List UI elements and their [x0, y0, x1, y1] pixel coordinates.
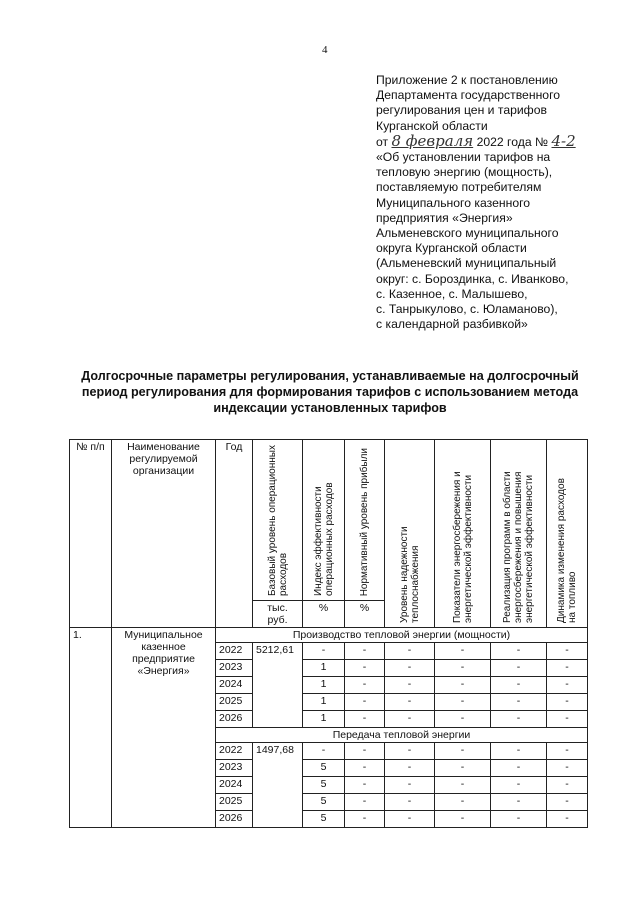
cell-energy: - [435, 794, 491, 811]
cell-profit: - [345, 643, 385, 660]
cell-profit: - [345, 711, 385, 728]
handwritten-date: 8 февраля [391, 131, 474, 150]
cell-fuel: - [547, 743, 588, 760]
appendix-line: предприятия «Энергия» [376, 210, 513, 225]
cell-energy: - [435, 694, 491, 711]
header-year: Год [216, 440, 253, 628]
cell-energy: - [435, 743, 491, 760]
cell-profit: - [345, 794, 385, 811]
header-base-level-text: Базовый уровень операционных расходов [266, 445, 289, 596]
header-efficiency-index-text: Индекс эффективности операционных расходов [312, 482, 335, 596]
header-reliability [385, 440, 435, 628]
cell-reliability: - [385, 777, 435, 794]
cell-profit: - [345, 660, 385, 677]
cell-profit: - [345, 760, 385, 777]
cell-profit: - [345, 811, 385, 828]
header-fuel-dynamics-text: Динамика изменения расходов на топливо [556, 478, 578, 623]
cell-energy: - [435, 760, 491, 777]
cell-year: 2023 [216, 660, 253, 677]
cell-year: 2022 [216, 643, 253, 660]
organization-name: Муниципальное казенное предприятие «Энергия» [112, 628, 216, 828]
cell-year: 2023 [216, 760, 253, 777]
cell-index: 5 [303, 794, 345, 811]
cell-reliability: - [385, 694, 435, 711]
header-row [70, 440, 588, 601]
cell-energy: - [435, 677, 491, 694]
cell-reliability: - [385, 677, 435, 694]
cell-program: - [491, 811, 547, 828]
document-title: Долгосрочные параметры регулирования, устанавливаемые на долгосрочный период регулирования для формирования тарифов с использованием метода индексации установленных тарифов [81, 369, 579, 415]
cell-program: - [491, 777, 547, 794]
cell-fuel: - [547, 760, 588, 777]
header-base-level [253, 440, 303, 601]
cell-program: - [491, 794, 547, 811]
appendix-line: Департамента государственного [376, 88, 561, 103]
cell-year: 2026 [216, 711, 253, 728]
cell-year: 2025 [216, 694, 253, 711]
cell-fuel: - [547, 677, 588, 694]
header-num: № п/п [70, 440, 112, 628]
cell-energy: - [435, 711, 491, 728]
appendix-line: с. Танрыкулово, с. Юламаново), [376, 302, 558, 317]
cell-energy: - [435, 660, 491, 677]
unit-index: % [303, 601, 345, 628]
appendix-line: Альменевского муниципального [376, 226, 559, 241]
page-number: 4 [322, 44, 328, 56]
cell-profit: - [345, 677, 385, 694]
cell-index: 1 [303, 711, 345, 728]
cell-profit: - [345, 743, 385, 760]
cell-reliability: - [385, 743, 435, 760]
cell-index: 5 [303, 760, 345, 777]
cell-year: 2024 [216, 777, 253, 794]
appendix-line: Муниципального казенного [376, 195, 531, 210]
appendix-line: округа Курганской области [376, 241, 527, 256]
cell-fuel: - [547, 711, 588, 728]
cell-fuel: - [547, 660, 588, 677]
cell-index: - [303, 743, 345, 760]
cell-index: 1 [303, 660, 345, 677]
cell-fuel: - [547, 643, 588, 660]
cell-reliability: - [385, 660, 435, 677]
appendix-line: тепловую энергию (мощность), [376, 165, 553, 180]
cell-profit: - [345, 694, 385, 711]
appendix-line: Курганской области [376, 118, 488, 133]
cell-fuel: - [547, 794, 588, 811]
appendix-date-line [376, 131, 626, 150]
header-fuel-dynamics [547, 440, 588, 628]
cell-reliability: - [385, 643, 435, 660]
section-title: Передача тепловой энергии [216, 728, 588, 743]
header-efficiency-index [303, 440, 345, 601]
cell-fuel: - [547, 811, 588, 828]
cell-year: 2025 [216, 794, 253, 811]
header-reliability-text: Уровень надежности теплоснабжения [398, 526, 421, 623]
cell-program: - [491, 711, 547, 728]
cell-reliability: - [385, 760, 435, 777]
header-profit-level-text: Нормативный уровень прибыли [359, 447, 370, 596]
cell-year: 2022 [216, 743, 253, 760]
header-org-name: Наименование регулируемой организации [112, 440, 216, 628]
section-row [70, 628, 588, 643]
cell-program: - [491, 694, 547, 711]
appendix-line: с календарной разбивкой» [376, 317, 528, 332]
section-title: Производство тепловой энергии (мощности) [216, 628, 588, 643]
header-energy-indicators [435, 440, 491, 628]
cell-year: 2026 [216, 811, 253, 828]
appendix-line: (Альменевский муниципальный [376, 256, 557, 271]
cell-index: 5 [303, 777, 345, 794]
date-prefix: от [376, 134, 389, 149]
cell-index: 1 [303, 694, 345, 711]
appendix-line: регулирования цен и тарифов [376, 103, 547, 118]
cell-year: 2024 [216, 677, 253, 694]
parameters-table [69, 439, 588, 828]
cell-base-value: 1497,68 [253, 743, 303, 828]
cell-program: - [491, 677, 547, 694]
cell-program: - [491, 660, 547, 677]
cell-energy: - [435, 643, 491, 660]
cell-program: - [491, 643, 547, 660]
handwritten-number: 4-2 [551, 131, 576, 150]
cell-index: 1 [303, 677, 345, 694]
cell-energy: - [435, 811, 491, 828]
cell-program: - [491, 760, 547, 777]
unit-profit: % [345, 601, 385, 628]
appendix-line: с. Казенное, с. Малышево, [376, 286, 528, 301]
appendix-line: округ: с. Бороздинка, с. Иванково, [376, 271, 569, 286]
cell-index: 5 [303, 811, 345, 828]
cell-program: - [491, 743, 547, 760]
cell-fuel: - [547, 694, 588, 711]
cell-index: - [303, 643, 345, 660]
cell-energy: - [435, 777, 491, 794]
cell-reliability: - [385, 811, 435, 828]
cell-base-value: 5212,61 [253, 643, 303, 728]
cell-fuel: - [547, 777, 588, 794]
cell-reliability: - [385, 711, 435, 728]
header-profit-level [345, 440, 385, 601]
appendix-line: поставляемую потребителям [376, 180, 542, 195]
date-year: 2022 года № [476, 134, 549, 149]
header-energy-program [491, 440, 547, 628]
row-number: 1. [70, 628, 112, 828]
header-energy-indicators-text: Показатели энергосбережения и энергетической эффективности [451, 471, 474, 623]
appendix-line: «Об установлении тарифов на [376, 150, 551, 165]
header-energy-program-text: Реализация программ в области энергосбережения и повышения энергетической эффективности [502, 471, 535, 623]
appendix-line: Приложение 2 к постановлению [376, 73, 558, 87]
cell-reliability: - [385, 794, 435, 811]
unit-base: тыс. руб. [253, 601, 303, 628]
cell-profit: - [345, 777, 385, 794]
appendix-block [376, 73, 626, 332]
